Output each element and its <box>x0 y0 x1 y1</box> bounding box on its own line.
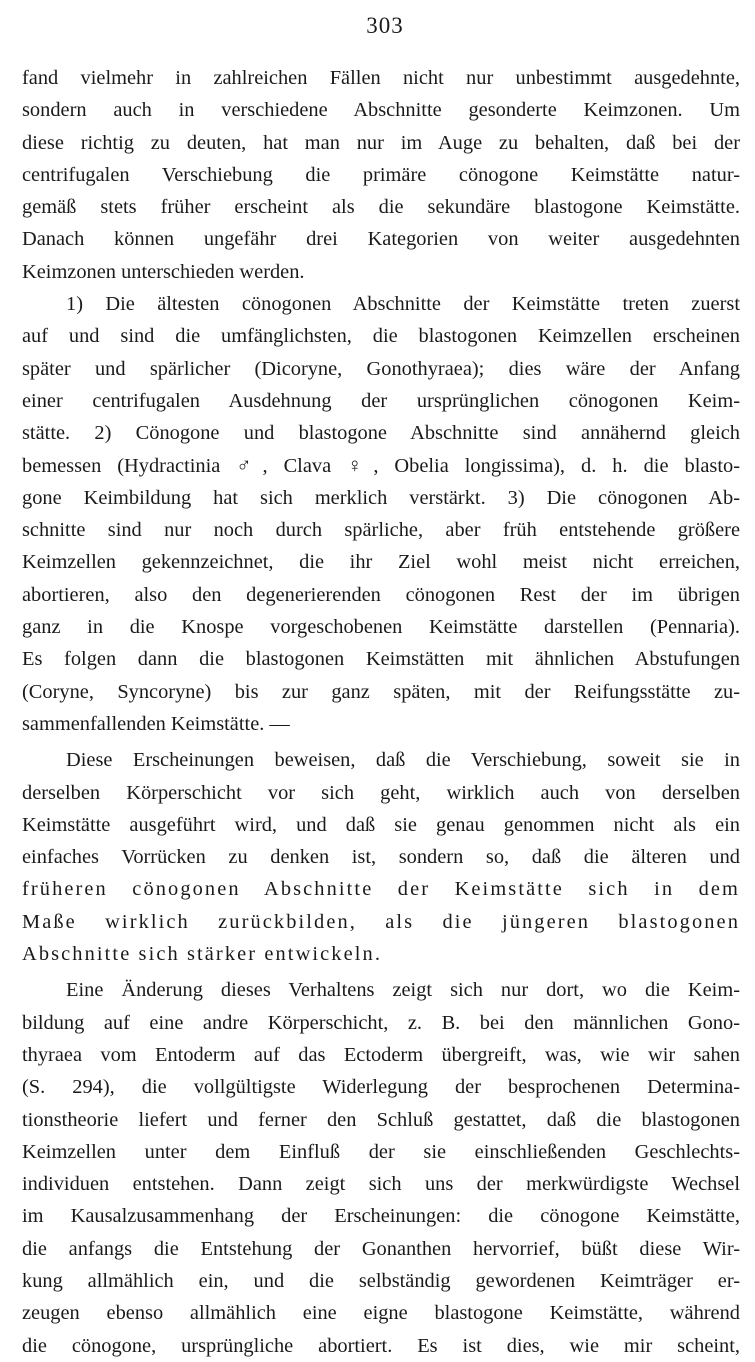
text-line: centrifugalen Verschiebung die primäre cönogone Keimstätte natur- <box>22 163 740 186</box>
text-line: sondern auch in verschiedene Abschnitte gesonderte Keimzonen. Um <box>22 99 740 122</box>
text-line: zeugen ebenso allmählich eine eigne blastogone Keimstätte, während <box>22 1302 740 1325</box>
text-line: gone Keimbildung hat sich merklich verstärkt. 3) Die cönogonen Ab- <box>22 486 740 509</box>
text-line-spaced: Abschnitte sich stärker entwickeln. <box>22 943 383 966</box>
text-line: Keimzellen gekennzeichnet, die ihr Ziel wohl meist nicht erreichen, <box>22 551 740 574</box>
text-line: abortieren, also den degenerierenden cönogonen Rest der im übrigen <box>22 583 740 606</box>
text-line: Es folgen dann die blastogonen Keimstätten mit ähnlichen Abstufungen <box>22 648 740 671</box>
body-text <box>22 62 740 1362</box>
text-line: Eine Änderung dieses Verhaltens zeigt sich nur dort, wo die Keim- <box>66 979 740 1002</box>
text-line: (Coryne, Syncoryne) bis zur ganz späten, mit der Reifungsstätte zu- <box>22 680 740 703</box>
text-line: später und spärlicher (Dicoryne, Gonothyraea); dies wäre der Anfang <box>22 357 740 380</box>
document-page <box>22 14 740 1362</box>
paragraph <box>22 62 740 288</box>
text-line: Danach können ungefähr drei Kategorien von weiter ausgedehnten <box>22 228 740 251</box>
text-line: die cönogone, ursprüngliche abortiert. Es ist dies, wie mir scheint, <box>22 1334 740 1357</box>
text-line: stätte. 2) Cönogone und blastogone Abschnitte sind annähernd gleich <box>22 422 740 445</box>
text-line: Keimzellen unter dem Einfluß der sie einschließenden Geschlechts- <box>22 1140 740 1163</box>
text-line: Keimzonen unterschieden werden. <box>22 260 305 283</box>
text-line: tionstheorie liefert und ferner den Schluß gestattet, daß die blastogonen <box>22 1108 740 1131</box>
text-line: auf und sind die umfänglichsten, die blastogonen Keimzellen erscheinen <box>22 325 740 348</box>
text-line: die anfangs die Entstehung der Gonanthen hervorrief, büßt diese Wir- <box>22 1237 740 1260</box>
paragraph <box>22 744 740 970</box>
page-number: 303 <box>366 13 404 38</box>
text-line: einer centrifugalen Ausdehnung der ursprünglichen cönogonen Keim- <box>22 389 740 412</box>
text-line: diese richtig zu deuten, hat man nur im Auge zu behalten, daß bei der <box>22 131 740 154</box>
text-line: thyraea vom Entoderm auf das Ectoderm übergreift, was, wie wir sahen <box>22 1043 740 1066</box>
paragraph <box>22 974 740 1362</box>
text-line: fand vielmehr in zahlreichen Fällen nicht nur unbestimmt ausgedehnte, <box>22 67 740 89</box>
text-line: ganz in die Knospe vorgeschobenen Keimstätte darstellen (Pennaria). <box>22 616 740 639</box>
text-line: bemessen (Hydractinia ♂, Clava ♀, Obelia longissima), d. h. die blasto- <box>22 454 740 477</box>
text-line: sammenfallenden Keimstätte. — <box>22 712 290 735</box>
text-line: 1) Die ältesten cönogonen Abschnitte der Keimstätte treten zuerst <box>66 293 740 316</box>
text-line: kung allmählich ein, und die selbständig gewordenen Keimträger er- <box>22 1269 740 1292</box>
text-line: bildung auf eine andre Körperschicht, z. B. bei den männlichen Gono- <box>22 1011 740 1034</box>
text-line: im Kausalzusammenhang der Erscheinungen: die cönogone Keimstätte, <box>22 1205 740 1228</box>
text-line-spaced: früheren cönogonen Abschnitte der Keimstätte sich in dem <box>22 878 740 901</box>
paragraph <box>22 288 740 740</box>
text-line: derselben Körperschicht vor sich geht, wirklich auch von derselben <box>22 781 740 804</box>
text-line: (S. 294), die vollgültigste Widerlegung der besprochenen Determina- <box>22 1076 740 1099</box>
text-line: gemäß stets früher erscheint als die sekundäre blastogone Keimstätte. <box>22 196 740 219</box>
text-line: Diese Erscheinungen beweisen, daß die Verschiebung, soweit sie in <box>66 749 740 772</box>
text-line: einfaches Vorrücken zu denken ist, sondern so, daß die älteren und <box>22 846 740 869</box>
text-line: schnitte sind nur noch durch spärliche, aber früh entstehende größere <box>22 519 740 542</box>
text-line-spaced: Maße wirklich zurückbilden, als die jüngeren blastogonen <box>22 910 740 933</box>
text-line: Keimstätte ausgeführt wird, und daß sie genau genommen nicht als ein <box>22 813 740 836</box>
text-line: individuen entstehen. Dann zeigt sich uns der merkwürdigste Wechsel <box>22 1173 740 1196</box>
